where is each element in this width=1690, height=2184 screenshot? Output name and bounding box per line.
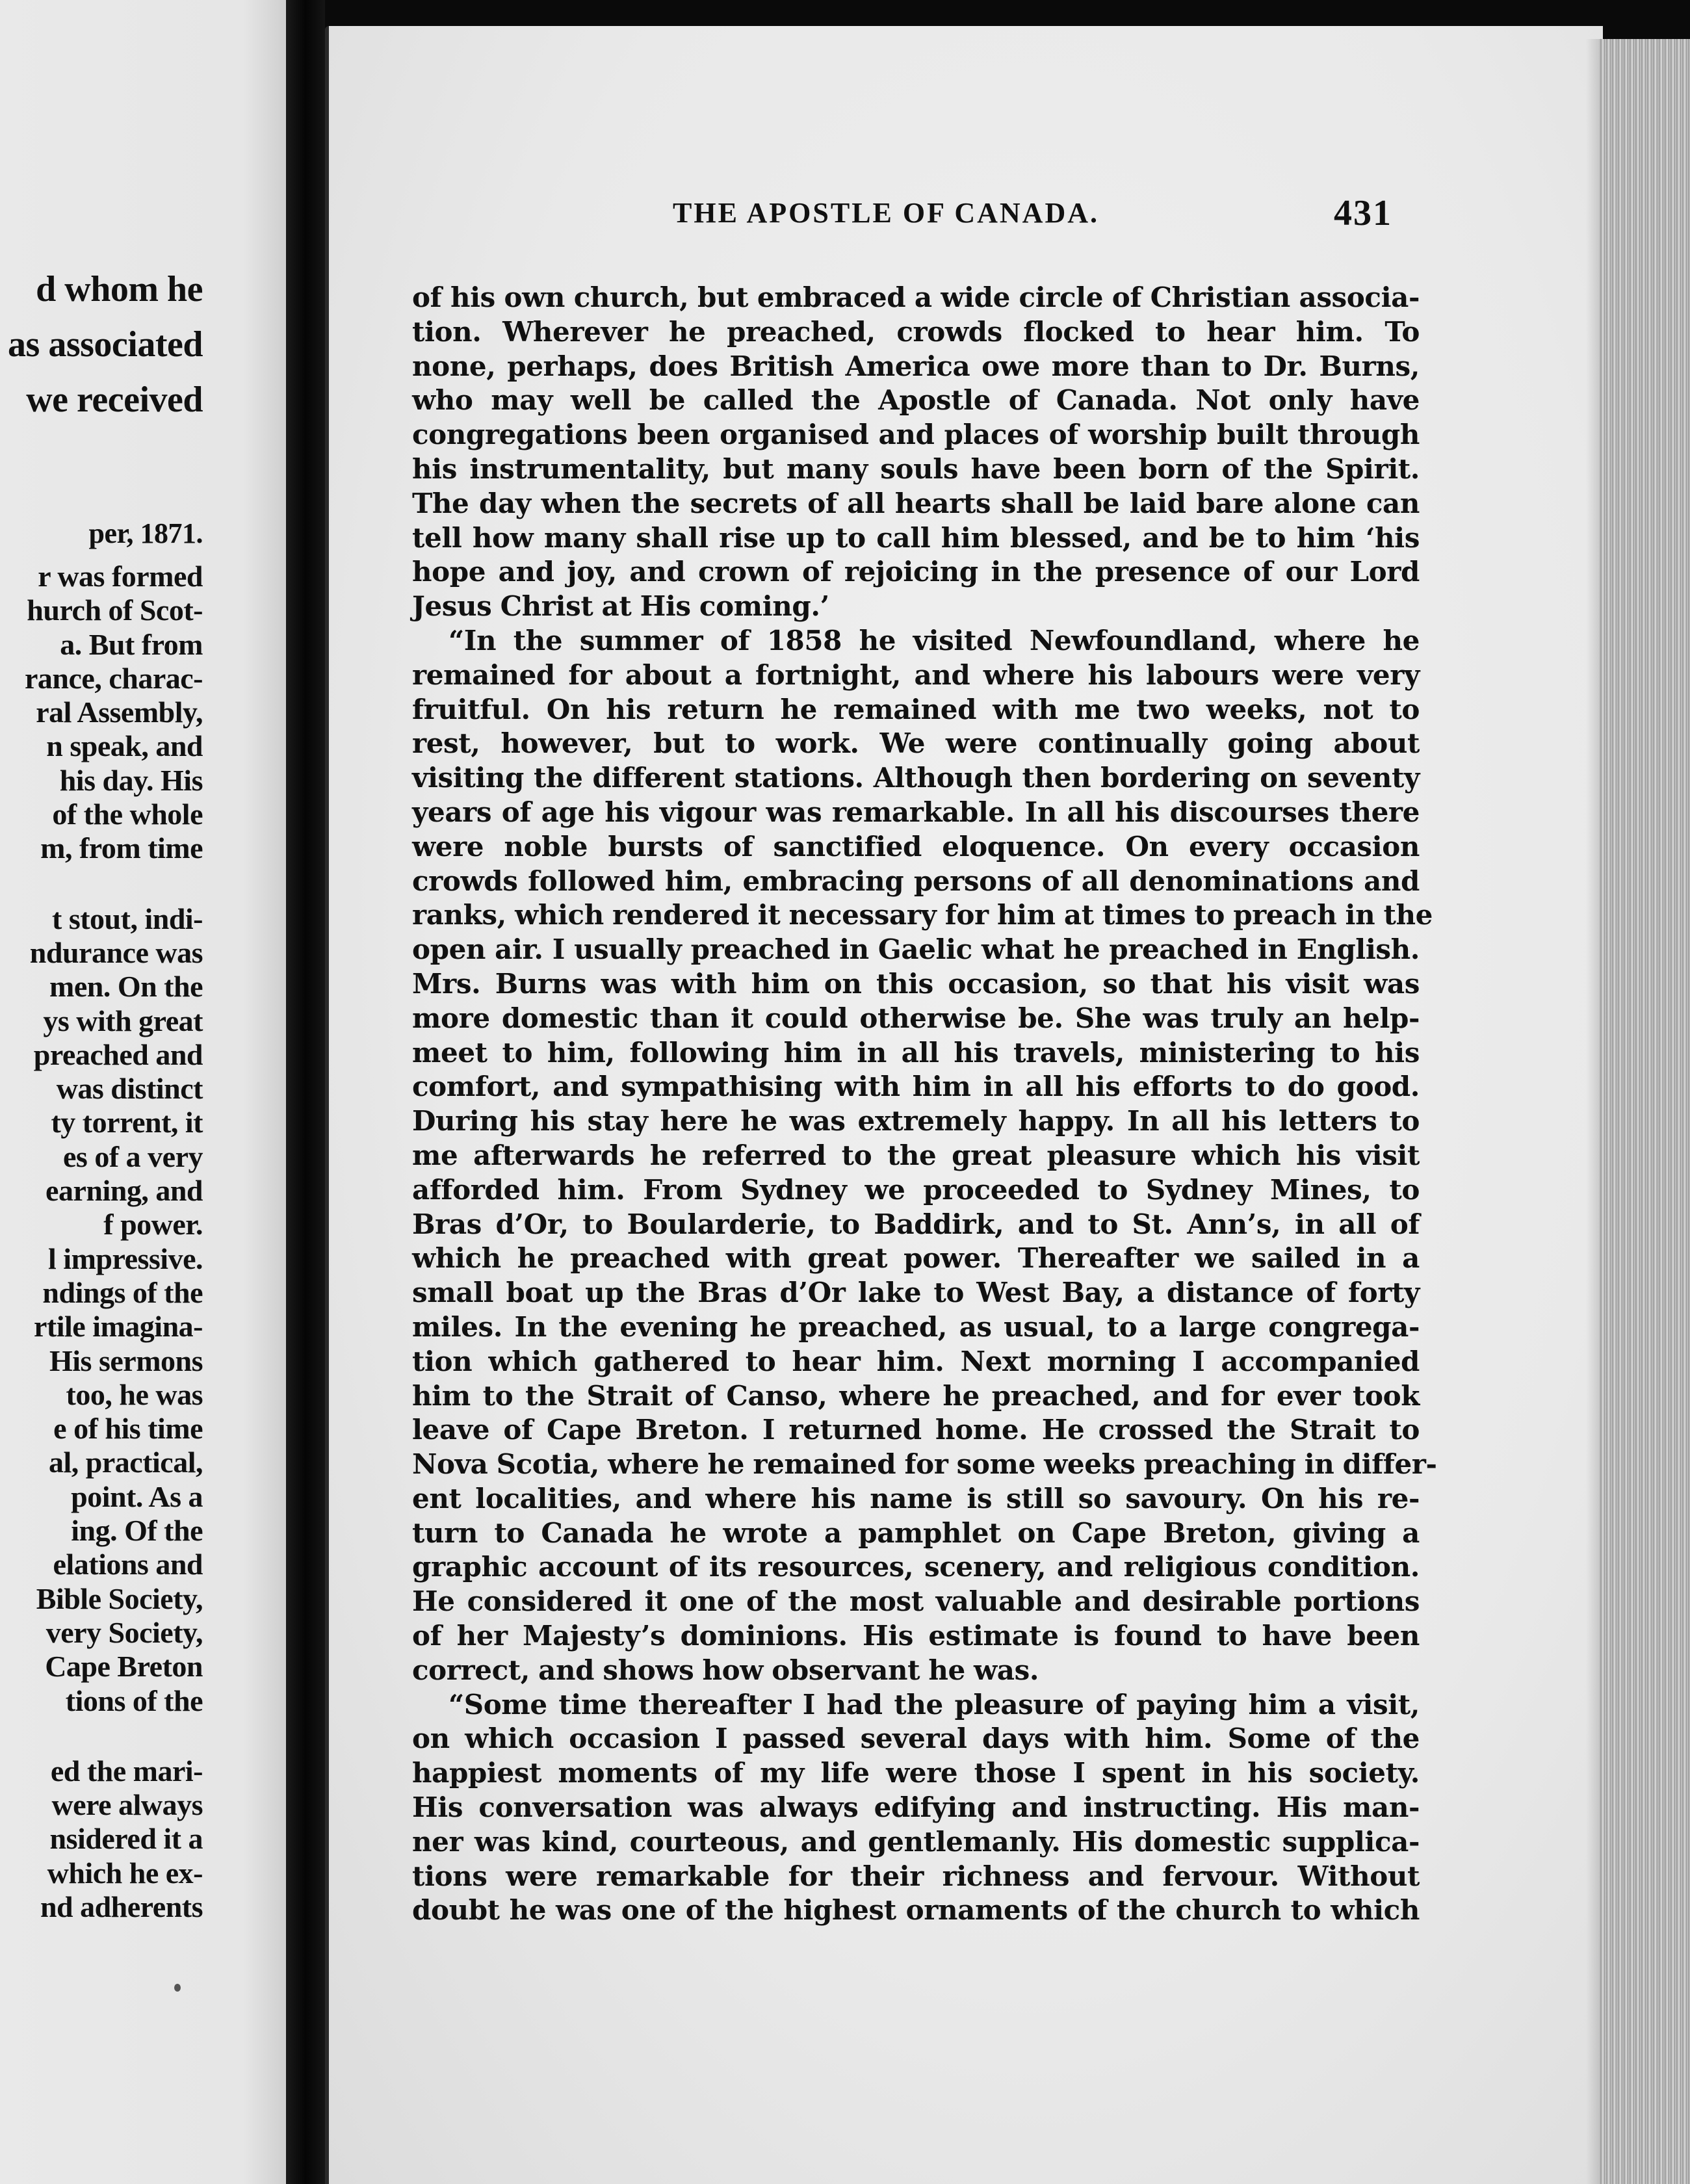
- previous-page-line: r was formed: [38, 560, 203, 593]
- previous-page-line: were always: [51, 1788, 203, 1822]
- running-header: THE APOSTLE OF CANADA.: [673, 197, 1100, 229]
- text-line: crowds followed him, embracing persons of all denominations and: [412, 864, 1420, 897]
- previous-page-line: as associated: [8, 324, 203, 365]
- previous-page-line: nsidered it a: [49, 1822, 203, 1856]
- text-line: which he preached with great power. Thereafter we sailed in a: [412, 1242, 1420, 1275]
- previous-page-line: [0, 471, 203, 508]
- text-line: Jesus Christ at His coming.’: [412, 590, 829, 623]
- text-line: happiest moments of my life were those I spent in his society.: [412, 1757, 1420, 1789]
- previous-page-line: m, from time: [40, 831, 203, 865]
- previous-page-line: es of a very: [63, 1139, 203, 1173]
- previous-page-line: preached and: [33, 1037, 203, 1071]
- previous-page-line: we received: [26, 380, 203, 420]
- page-edges: [1599, 39, 1690, 2184]
- text-line: afforded him. From Sydney we proceeded to Sydney Mines, to: [412, 1173, 1420, 1206]
- text-line: ranks, which rendered it necessary for him at times to preach in the: [412, 899, 1433, 931]
- text-line: “In the summer of 1858 he visited Newfoundland, where he: [448, 624, 1420, 656]
- previous-page-line: was distinct: [56, 1072, 203, 1106]
- text-line: who may well be called the Apostle of Canada. Not only have: [412, 384, 1420, 417]
- previous-page-line: tions of the: [65, 1684, 203, 1717]
- text-line: He considered it one of the most valuable and desirable portions: [412, 1585, 1420, 1618]
- text-line: tion. Wherever he preached, crowds flocked to hear him. To: [412, 315, 1420, 348]
- previous-page-line: earning, and: [46, 1174, 203, 1208]
- previous-page-line: which he ex-: [47, 1856, 203, 1890]
- text-line: Mrs. Burns was with him on this occasion, so that his visit was: [412, 967, 1420, 1000]
- text-line: leave of Cape Breton. I returned home. He crossed the Strait to: [412, 1414, 1420, 1446]
- previous-page-line: ys with great: [43, 1004, 203, 1037]
- text-line: doubt he was one of the highest ornaments of the church to which: [412, 1894, 1420, 1927]
- text-line: His conversation was always edifying and instructing. His man-: [412, 1791, 1420, 1824]
- text-line: congregations been organised and places of worship built through: [412, 419, 1420, 451]
- page-number: 431: [1334, 193, 1392, 233]
- text-line: Nova Scotia, where he remained for some weeks preaching in differ-: [412, 1448, 1437, 1481]
- previous-page-line: f power.: [103, 1208, 203, 1242]
- previous-page-line: rance, charac-: [25, 661, 203, 695]
- previous-page-line: ing. Of the: [71, 1514, 203, 1548]
- text-line: The day when the secrets of all hearts shall be laid bare alone can: [412, 487, 1420, 519]
- previous-page-line: ty torrent, it: [51, 1106, 203, 1139]
- previous-page-line: nd adherents: [40, 1890, 203, 1923]
- previous-page-line: ral Assembly,: [36, 696, 203, 729]
- text-line: small boat up the Bras d’Or lake to West Bay, a distance of forty: [412, 1277, 1420, 1309]
- previous-page-line: very Society,: [46, 1615, 203, 1649]
- text-line: none, perhaps, does British America owe more than to Dr. Burns,: [412, 350, 1420, 382]
- previous-page-line: [0, 1718, 203, 1754]
- book-gutter: [286, 0, 325, 2184]
- text-line: ent localities, and where his name is still so savoury. On his re-: [412, 1482, 1420, 1514]
- text-line: rest, however, but to work. We were continually going about: [412, 727, 1420, 760]
- previous-page-line: too, he was: [66, 1377, 203, 1411]
- text-line: him to the Strait of Canso, where he preached, and for ever took: [412, 1379, 1420, 1412]
- text-line: me afterwards he referred to the great pleasure which his visit: [412, 1139, 1420, 1171]
- previous-page-line: a. But from: [60, 627, 203, 661]
- text-line: of his own church, but embraced a wide circle of Christian associa-: [412, 281, 1420, 313]
- text-line: more domestic than it could otherwise be. She was truly an help-: [412, 1002, 1420, 1034]
- text-line: Bras d’Or, to Boularderie, to Baddirk, and to St. Ann’s, in all of: [412, 1208, 1420, 1240]
- previous-page-line: e of his time: [53, 1412, 203, 1446]
- text-line: meet to him, following him in all his travels, ministering to his: [412, 1036, 1420, 1069]
- text-line: remained for about a fortnight, and where his labours were very: [412, 658, 1420, 691]
- text-line: tions were remarkable for their richness and fervour. Without: [412, 1860, 1420, 1892]
- previous-page-text: [0, 263, 203, 1924]
- previous-page-line: n speak, and: [46, 729, 203, 763]
- text-line: graphic account of its resources, scenery, and religious condition.: [412, 1551, 1420, 1583]
- previous-page-line: his day. His: [59, 763, 203, 797]
- text-line: correct, and shows how observant he was.: [412, 1654, 1039, 1686]
- previous-page-line: Bible Society,: [36, 1581, 203, 1615]
- previous-page-line: of the whole: [52, 798, 203, 831]
- text-line: “Some time thereafter I had the pleasure of paying him a visit,: [448, 1688, 1420, 1721]
- text-line: tion which gathered to hear him. Next morning I accompanied: [412, 1345, 1420, 1377]
- text-line: years of age his vigour was remarkable. In all his discourses there: [412, 796, 1420, 828]
- text-line: of her Majesty’s dominions. His estimate is found to have been: [412, 1620, 1420, 1652]
- previous-page-line: per, 1871.: [88, 517, 203, 549]
- previous-page-line: ndings of the: [42, 1275, 203, 1309]
- text-line: comfort, and sympathising with him in all his efforts to do good.: [412, 1071, 1420, 1103]
- text-line: fruitful. On his return he remained with me two weeks, not to: [412, 693, 1420, 725]
- body-text: [412, 281, 1437, 1928]
- previous-page-line: ndurance was: [29, 935, 203, 969]
- previous-page-line: men. On the: [49, 970, 203, 1004]
- previous-page-line: al, practical,: [49, 1446, 203, 1479]
- text-line: on which occasion I passed several days with him. Some of the: [412, 1722, 1420, 1755]
- text-line: miles. In the evening he preached, as usual, to a large congrega-: [412, 1310, 1420, 1343]
- text-line: his instrumentality, but many souls have been born of the Spirit.: [412, 452, 1420, 485]
- previous-page-line: [0, 866, 203, 902]
- text-line: ner was kind, courteous, and gentlemanly. His domestic supplica-: [412, 1825, 1420, 1858]
- previous-page-line: hurch of Scot-: [27, 593, 203, 627]
- previous-page-line: d whom he: [36, 269, 203, 309]
- previous-page-line: His sermons: [49, 1344, 203, 1377]
- text-line: were noble bursts of sanctified eloquence. On every occasion: [412, 830, 1420, 863]
- previous-page-line: rtile imagina-: [34, 1310, 203, 1344]
- text-line: visiting the different stations. Although then bordering on seventy: [412, 762, 1420, 794]
- text-line: During his stay here he was extremely happy. In all his letters to: [412, 1105, 1420, 1138]
- previous-page-line: t stout, indi-: [52, 902, 203, 935]
- text-line: open air. I usually preached in Gaelic what he preached in English.: [412, 933, 1420, 966]
- previous-page-line: ed the mari-: [50, 1754, 203, 1788]
- previous-page: [0, 0, 286, 2184]
- print-speck: [174, 1984, 181, 1992]
- previous-page-line: elations and: [53, 1548, 203, 1581]
- text-line: tell how many shall rise up to call him blessed, and be to him ‘his: [412, 521, 1420, 554]
- previous-page-line: Cape Breton: [45, 1650, 203, 1684]
- text-line: turn to Canada he wrote a pamphlet on Cape Breton, giving a: [412, 1516, 1420, 1549]
- previous-page-line: l impressive.: [48, 1242, 203, 1275]
- previous-page-line: point. As a: [71, 1479, 203, 1513]
- text-line: hope and joy, and crown of rejoicing in the presence of our Lord: [412, 556, 1420, 588]
